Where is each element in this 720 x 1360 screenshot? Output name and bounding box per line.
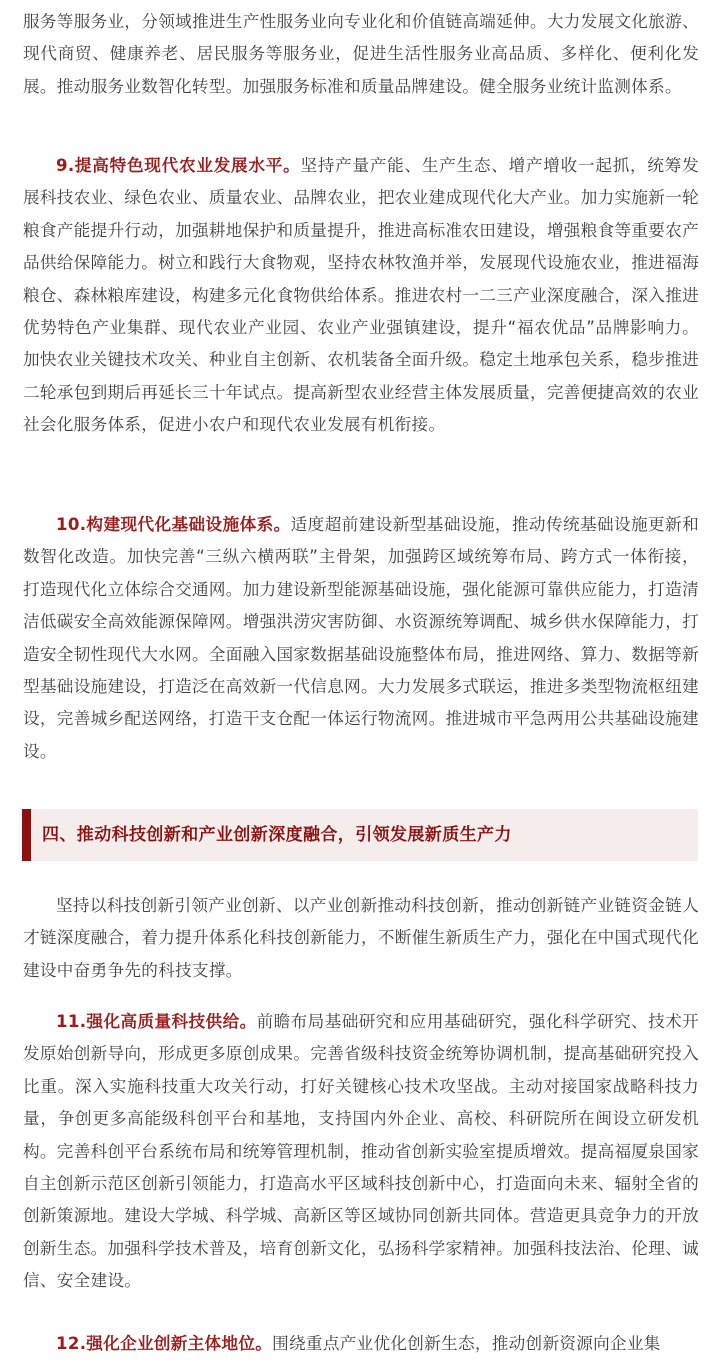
item-10-heading: 10.构建现代化基础设施体系。 [56, 515, 291, 534]
section-4-title: 四、推动科技创新和产业创新深度融合，引领发展新质生产力 [42, 825, 512, 845]
item-11-heading: 11.强化高质量科技供给。 [56, 1012, 257, 1031]
item-10-body: 适度超前建设新型基础设施，推动传统基础设施更新和数智化改造。加快完善“三纵六横两联”主骨架，加强跨区域统筹布局、跨方式一体衔接，打造现代化立体综合交通网。加力建设新型能源基础设施，强化能源可靠供应能力，打造清洁低碳安全高效能源保障网。增强洪涝灾害防御、水资源统筹调配、城乡供水保障能力，打造安全韧性现代大水网。全面融入国家数据基础设施整体布局，推进网络、算力、数据等新型基础设施建设，打造泛在高效新一代信息网。大力发展多式联运，推进多类型物流枢纽建设，完善城乡配送网络，打造干支仓配一体运行物流网。推进城市平急两用公共基础设施建设。 [23, 515, 699, 761]
section-4-intro-text: 坚持以科技创新引领产业创新、以产业创新推动科技创新，推动创新链产业链资金链人才链深度融合，着力提升体系化科技创新能力，不断催生新质生产力，强化在中国式现代化建设中奋勇争先的科技支撑。 [23, 896, 699, 980]
item-11-paragraph [23, 1006, 699, 1298]
item-12-paragraph [23, 1328, 699, 1360]
item-12-body: 围绕重点产业优化创新生态，推动创新资源向企业集 [272, 1334, 661, 1353]
intro-paragraph-text: 服务等服务业，分领域推进生产性服务业向专业化和价值链高端延伸。大力发展文化旅游、现代商贸、健康养老、居民服务等服务业，促进生活性服务业高品质、多样化、便利化发展。推动服务业数智化转型。加强服务标准和质量品牌建设。健全服务业统计监测体系。 [23, 12, 699, 96]
section-4-intro-paragraph [23, 890, 699, 987]
item-9-body: 坚持产量产能、生产生态、增产增收一起抓，统筹发展科技农业、绿色农业、质量农业、品牌农业，把农业建成现代化大产业。加力实施新一轮粮食产能提升行动，加强耕地保护和质量提升，推进高标准农田建设，增强粮食等重要农产品供给保障能力。树立和践行大食物观，坚持农林牧渔并举，发展现代设施农业，推进福海粮仓、森林粮库建设，构建多元化食物供给体系。推进农村一二三产业深度融合，深入推进优势特色产业集群、现代农业产业园、农业产业强镇建设，提升“福农优品”品牌影响力。加快农业关键技术攻关、种业自主创新、农机装备全面升级。稳定土地承包关系，稳步推进二轮承包到期后再延长三十年试点。提高新型农业经营主体发展质量，完善便捷高效的农业社会化服务体系，促进小农户和现代农业发展有机衔接。 [23, 156, 699, 435]
intro-paragraph [23, 6, 699, 103]
item-11-body: 前瞻布局基础研究和应用基础研究，强化科学研究、技术开发原始创新导向，形成更多原创成果。完善省级科技资金统筹协调机制，提高基础研究投入比重。深入实施科技重大攻关行动，打好关键核心技术攻坚战。主动对接国家战略科技力量，争创更多高能级科创平台和基地，支持国内外企业、高校、科研院所在闽设立研发机构。完善科创平台系统布局和统筹管理机制，推动省创新实验室提质增效。提高福厦泉国家自主创新示范区创新引领能力，打造高水平区域科技创新中心，打造面向未来、辐射全省的创新策源地。建设大学城、科学城、高新区等区域协同创新共同体。营造更具竞争力的开放创新生态。加强科学技术普及，培育创新文化，弘扬科学家精神。加强科技法治、伦理、诚信、安全建设。 [23, 1012, 699, 1291]
item-10-paragraph [23, 509, 699, 768]
item-9-paragraph [23, 150, 699, 442]
item-9-heading: 9.提高特色现代农业发展水平。 [56, 156, 301, 175]
item-12-heading: 12.强化企业创新主体地位。 [56, 1334, 273, 1353]
